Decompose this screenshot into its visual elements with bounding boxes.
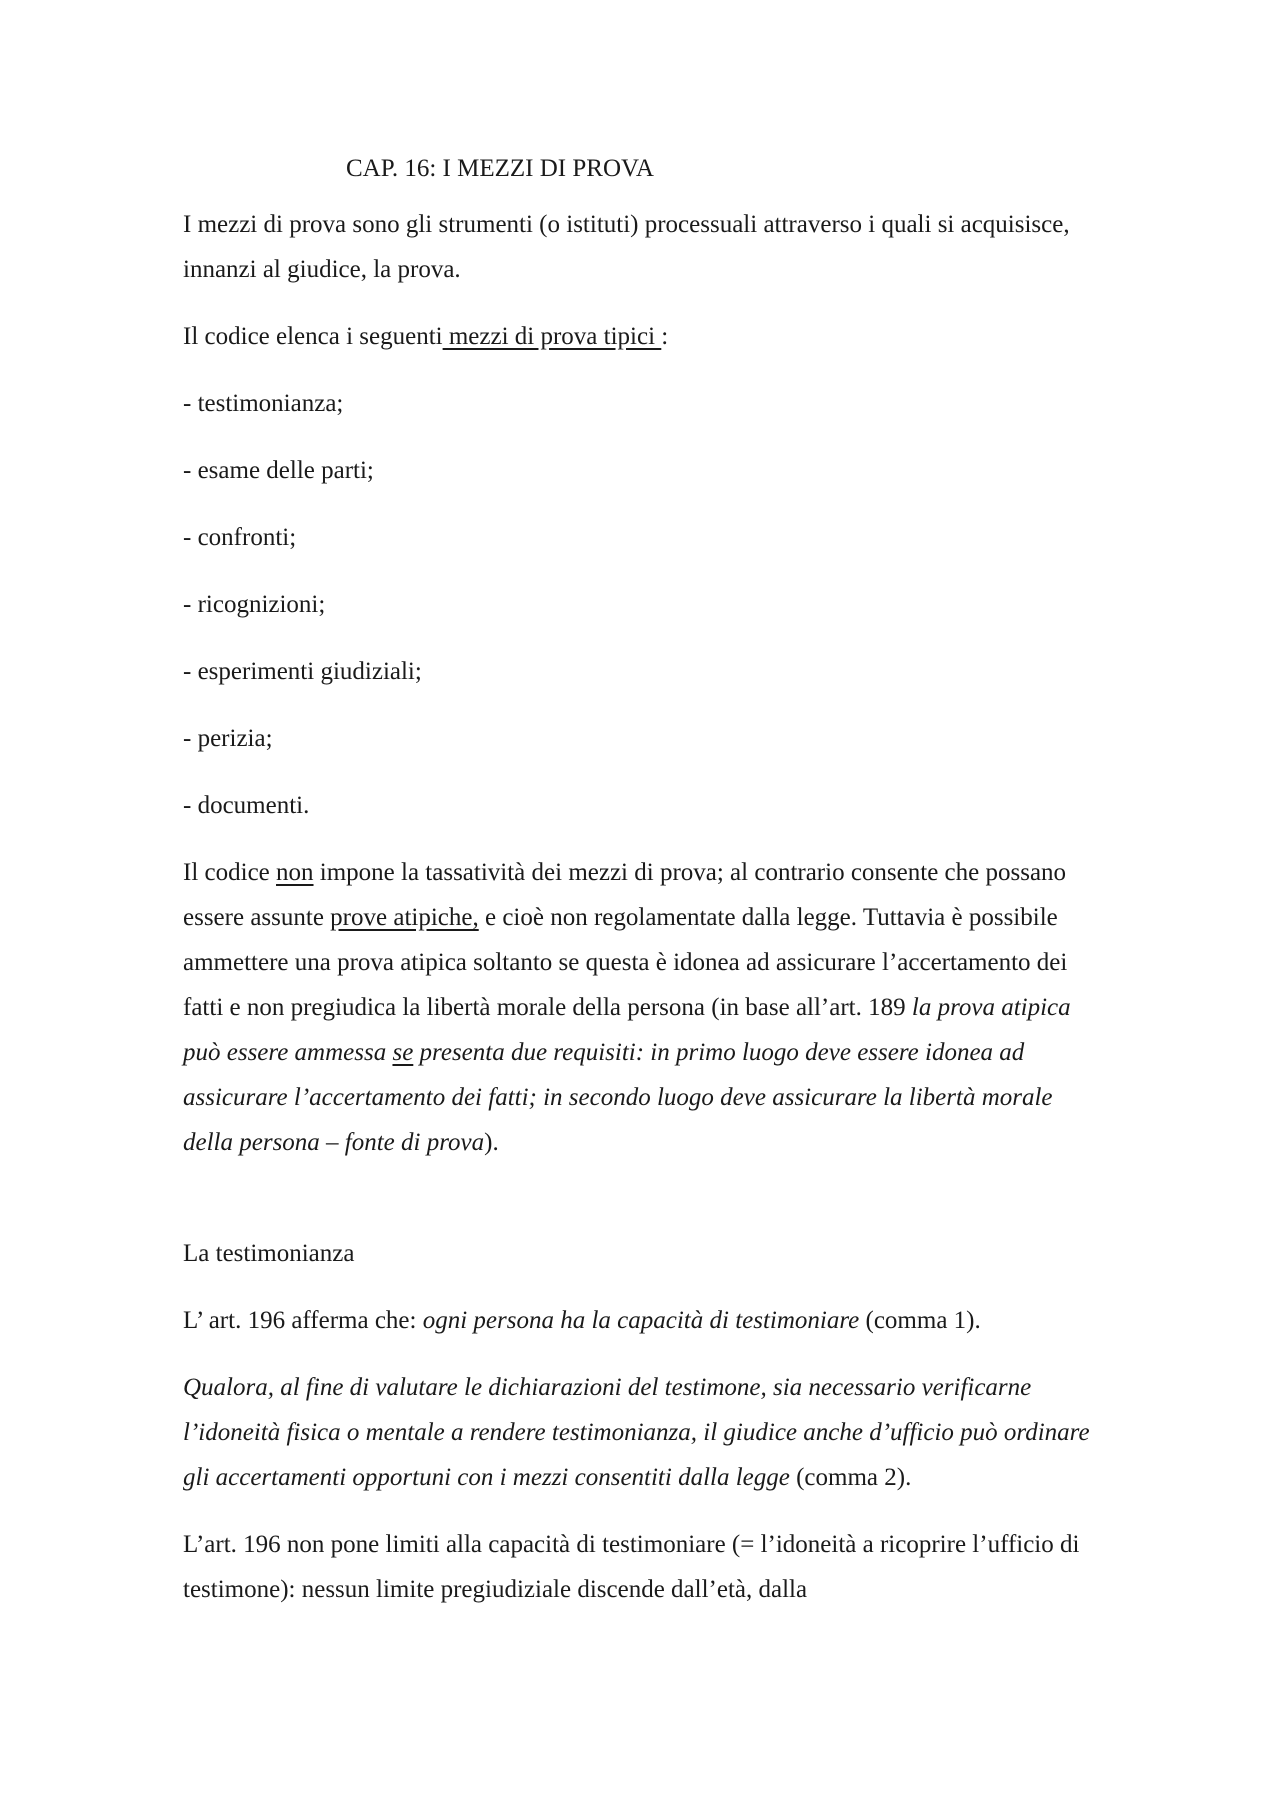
text-run: ). [484, 1129, 499, 1156]
typical-means-underlined: mezzi di prova tipici [442, 323, 662, 350]
italic-run: Qualora, al fine di valutare le dichiarazioni del testimone, sia necessario verificarne l’idoneità fisica o mentale a rendere testimonianza, il giudice anche d’ufficio può ordinare gli accertamenti opportuni con i mezzi consentiti dalla legge [183, 1374, 1090, 1491]
list-item: - esame delle parti; [183, 457, 374, 484]
capacity-paragraph: L’art. 196 non pone limiti alla capacità di testimoniare (= l’idoneità a ricoprire l’ufficio di testimone): nessun limite pregiudiziale discende dall’età, dalla [183, 1531, 1080, 1603]
comma2-paragraph [183, 1365, 1103, 1500]
text-run: e cioè non regolamentate dalla legge. Tuttavia è possibile ammettere una prova atipica soltanto se questa è idonea ad assicurare l’accertamento dei fatti e non pregiudica la libertà morale della persona (in base all’art. 189 [183, 904, 1068, 1021]
text-run: L’ art. 196 afferma che: [183, 1307, 423, 1334]
chapter-title: CAP. 16: I MEZZI DI PROVA [346, 155, 654, 182]
list-intro-paragraph [183, 314, 1103, 359]
list-item: - ricognizioni; [183, 591, 326, 618]
atypical-evidence-paragraph [183, 850, 1103, 1165]
underlined-atypical-evidence: prove atipiche, [330, 904, 479, 931]
art196-paragraph [183, 1298, 1103, 1343]
list-item: - confronti; [183, 524, 297, 551]
list-item: - documenti. [183, 792, 310, 819]
text-run: (comma 1). [859, 1307, 981, 1334]
italic-underlined-se: se [392, 1039, 414, 1066]
list-item: - testimonianza; [183, 390, 344, 417]
text-run: (comma 2). [789, 1464, 912, 1491]
section-title: La testimonianza [183, 1240, 355, 1267]
intro-paragraph: I mezzi di prova sono gli strumenti (o istituti) processuali attraverso i quali si acquisisce, innanzi al giudice, la prova. [183, 211, 1070, 283]
list-item: - perizia; [183, 725, 273, 752]
list-intro-colon: : [661, 323, 669, 350]
underlined-non: non [276, 859, 314, 886]
text-run: Il codice [183, 859, 277, 886]
section-spacer [183, 1187, 1103, 1231]
italic-run: la prova atipica può essere ammessa [183, 994, 1071, 1066]
text-run: impone la tassatività dei mezzi di prova; al contrario consente che possano essere assunte [183, 859, 1067, 931]
list-intro-text: Il codice elenca i seguenti [183, 323, 443, 350]
italic-run: presenta due requisiti: in primo luogo deve essere idonea ad assicurare l’accertamento dei fatti; in secondo luogo deve assicurare la libertà morale della persona – fonte di prova [183, 1039, 1053, 1156]
list-item: - esperimenti giudiziali; [183, 658, 422, 685]
italic-run: ogni persona ha la capacità di testimoniare [422, 1307, 860, 1334]
document-page [183, 150, 1103, 1634]
